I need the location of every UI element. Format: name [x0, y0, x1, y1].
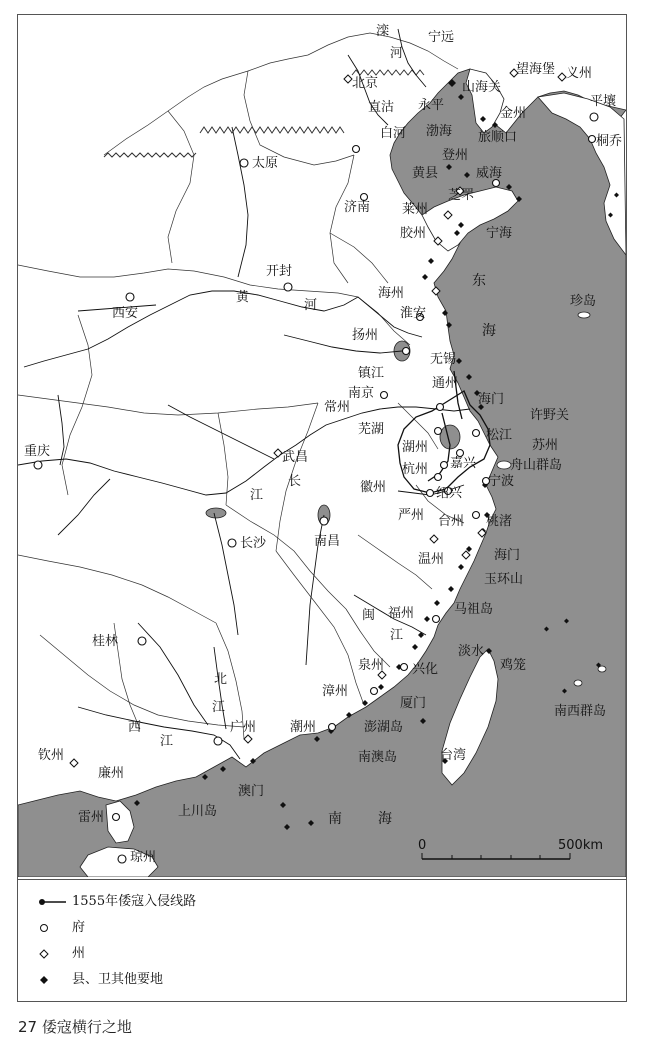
label-lushunkou: 旅顺口	[478, 130, 518, 145]
label-jiang-river: 江	[250, 488, 264, 503]
label-dengzhou: 登州	[442, 148, 469, 163]
label-huangxian: 黄县	[412, 166, 439, 181]
label-guilin: 桂林	[92, 634, 119, 649]
label-wanghaibao: 望海堡	[516, 62, 556, 77]
label-ningyuan: 宁远	[428, 30, 455, 45]
label-changsha: 长沙	[240, 536, 267, 551]
label-jinzhou: 金州	[500, 106, 527, 121]
label-zhigu: 直沽	[368, 100, 395, 115]
xiang-river	[214, 513, 238, 635]
map-frame	[17, 14, 627, 1002]
label-nan-sea1: 南	[328, 811, 342, 827]
label-jinan: 济南	[344, 200, 371, 215]
label-suzhou: 苏州	[532, 438, 559, 453]
label-hangzhou: 杭州	[402, 462, 429, 477]
label-fuzhou: 福州	[388, 606, 415, 621]
label-bei: 北	[214, 672, 228, 687]
label-zhifu: 芝罘	[448, 188, 475, 203]
label-river-he: 河	[390, 46, 404, 61]
scale-zero: 0	[418, 838, 427, 853]
label-zhangzhou: 漳州	[322, 684, 349, 699]
label-taozhu: 桃渚	[486, 514, 513, 529]
label-wuhu: 芜湖	[358, 422, 385, 437]
label-mazudao: 马祖岛	[454, 602, 494, 617]
label-haimen2: 海门	[494, 548, 521, 563]
label-jiang2: 江	[390, 628, 404, 643]
label-songjiang: 松江	[486, 428, 513, 443]
label-nanchang: 南昌	[314, 534, 341, 549]
label-taiwan: 台湾	[440, 748, 467, 763]
label-xinghua: 兴化	[412, 662, 439, 677]
label-jiaozhou: 胶州	[400, 226, 427, 241]
legend-item-zhou	[36, 944, 85, 964]
label-guangzhou: 广州	[230, 720, 257, 735]
figure-caption: 27 倭寇横行之地	[18, 1018, 132, 1036]
label-xian: 西安	[112, 306, 139, 321]
label-jilong: 鸡笼	[500, 658, 527, 673]
han-river	[168, 405, 274, 459]
diamond-filled-icon	[36, 970, 72, 990]
route-line-icon	[36, 892, 72, 912]
label-yizhou: 义州	[566, 66, 593, 81]
label-taiyuan: 太原	[252, 156, 279, 171]
legend-label-prefecture: 府	[72, 920, 86, 935]
island-ryukyu-2	[598, 666, 606, 672]
label-wenzhou: 温州	[418, 552, 445, 567]
label-luan: 滦	[376, 24, 390, 39]
label-ninghai: 宁海	[486, 226, 513, 241]
legend-item-county	[36, 970, 163, 990]
label-lianzhou: 廉州	[98, 766, 125, 781]
legend-label-route: 1555年倭寇入侵线路	[72, 894, 197, 909]
scale-max: 500km	[558, 838, 604, 853]
label-taizhou: 台州	[438, 514, 465, 529]
label-danshui: 淡水	[458, 644, 485, 659]
label-huizhou: 徽州	[360, 480, 387, 495]
label-weihai: 威海	[476, 166, 503, 181]
label-wuxi: 无锡	[430, 352, 457, 367]
label-nanxi-islands: 南西群岛	[554, 704, 607, 719]
label-xiamen: 厦门	[400, 696, 427, 711]
label-nanao: 南澳岛	[358, 750, 398, 765]
huai-river	[284, 335, 402, 353]
label-zhoushan: 舟山群岛	[510, 458, 563, 473]
label-yangzhou: 扬州	[352, 328, 379, 343]
label-beijing: 北京	[352, 76, 379, 91]
label-qinzhou: 钦州	[38, 748, 65, 763]
label-penghu: 澎湖岛	[364, 720, 404, 735]
xi-river-branch	[138, 623, 208, 725]
label-tongzhou: 通州	[432, 376, 459, 391]
label-zhendao: 珍岛	[570, 294, 597, 309]
label-zhenjiang: 镇江	[358, 366, 385, 381]
label-nanjing: 南京	[348, 386, 375, 401]
label-xuyeguan: 许野关	[530, 408, 570, 423]
label-hai-sea: 海	[482, 323, 496, 339]
label-jiang3: 江	[212, 700, 226, 715]
label-bohai: 渤海	[426, 124, 453, 139]
legend-item-route	[36, 892, 196, 912]
legend-label-county: 县、卫其他要地	[72, 972, 164, 987]
island-ryukyu-1	[574, 680, 582, 686]
label-shanhaiguan: 山海关	[462, 80, 502, 95]
label-yanzhou: 严州	[398, 508, 425, 523]
wu-river	[58, 479, 110, 535]
label-laizhou: 莱州	[402, 202, 429, 217]
label-huzhou: 湖州	[402, 440, 429, 455]
legend-label-zhou: 州	[72, 946, 86, 961]
label-haimen: 海门	[478, 392, 505, 407]
label-leizhou: 雷州	[78, 810, 105, 825]
label-xi: 西	[128, 720, 142, 735]
label-huaian: 淮安	[400, 306, 427, 321]
fen-river	[232, 127, 248, 277]
circle-icon	[36, 918, 72, 938]
island-zhoushan	[497, 461, 511, 469]
label-nan-sea2: 海	[378, 811, 392, 827]
map-canvas	[18, 15, 626, 877]
label-jiang4: 江	[160, 734, 174, 749]
legend-item-prefecture	[36, 918, 85, 938]
label-min: 闽	[362, 608, 376, 623]
lake-dongting	[206, 508, 226, 518]
label-haizhou: 海州	[378, 286, 405, 301]
label-tongqiao: 桐乔	[596, 134, 623, 149]
label-shaoxing: 绍兴	[436, 486, 463, 501]
east-china-sea	[18, 69, 626, 877]
island-jeju	[578, 312, 590, 318]
label-chaozhou: 潮州	[290, 720, 317, 735]
label-yuhuanshan: 玉环山	[484, 572, 524, 587]
label-wuchang: 武昌	[282, 450, 309, 465]
label-huang: 黄	[236, 290, 250, 305]
label-chongqing: 重庆	[24, 444, 51, 459]
label-kaifeng: 开封	[266, 264, 293, 279]
label-ningbo: 宁波	[488, 474, 515, 489]
bei-river	[214, 647, 226, 729]
label-aomen: 澳门	[238, 784, 265, 799]
label-baihe: 白河	[380, 126, 407, 141]
label-chang-river: 长	[288, 474, 302, 489]
label-pingrang: 平壤	[590, 94, 617, 109]
label-dong-sea: 东	[472, 273, 486, 289]
label-qiongzhou: 琼州	[130, 850, 157, 865]
label-quanzhou: 泉州	[358, 658, 385, 673]
label-jiaxing: 嘉兴	[450, 456, 477, 471]
map-legend	[18, 879, 626, 1002]
label-yongping: 永平	[418, 98, 445, 113]
label-shangchuan: 上川岛	[178, 804, 218, 819]
label-changzhou: 常州	[324, 400, 351, 415]
jialing-river	[58, 395, 64, 465]
diamond-open-icon	[36, 944, 72, 964]
sea-areas	[18, 69, 626, 877]
label-he-yellow: 河	[304, 298, 318, 313]
